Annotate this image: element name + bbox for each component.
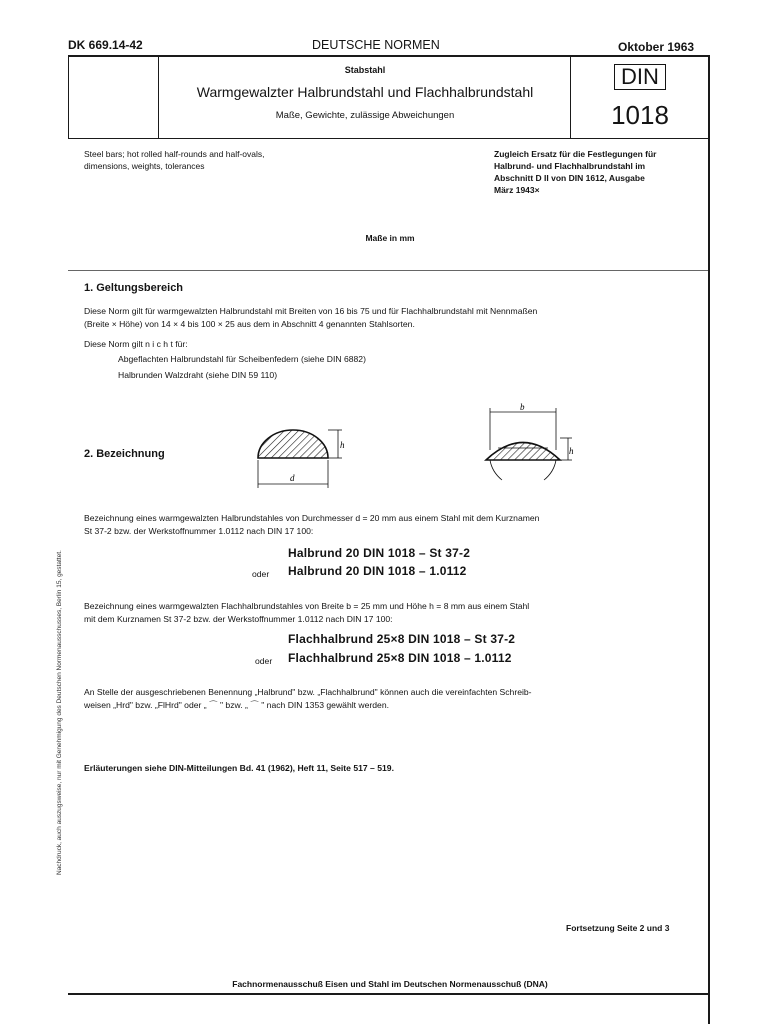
designation-para3 [84, 686, 704, 712]
section1-text [84, 305, 704, 331]
title-block-rule [68, 138, 708, 139]
category: Stabstahl [344, 65, 386, 75]
designation-para1-line: St 37-2 bzw. der Werkstoffnummer 1.0112 nach DIN 17 100: [84, 526, 314, 536]
footer-committee: Fachnormenausschuß Eisen und Stahl im Deutschen Normenausschuß (DNA) [232, 979, 548, 989]
designation-para1-line: Bezeichnung eines warmgewalzten Halbrundstahles von Durchmesser d = 20 mm aus einem Stahl mit dem Kurznamen [84, 513, 540, 523]
title-divider-right [570, 55, 571, 139]
designation-example-2b: Flachhalbrund 25×8 DIN 1018 – 1.0112 [288, 651, 512, 665]
designation-para2-line: mit dem Kurznamen St 37-2 bzw. der Werkstoffnummer 1.0112 nach DIN 17 100: [84, 614, 393, 624]
explanations-note: Erläuterungen siehe DIN-Mitteilungen Bd. 41 (1962), Heft 11, Seite 517 – 519. [84, 763, 394, 773]
english-title-line: dimensions, weights, tolerances [84, 161, 205, 171]
designation-para3-line: An Stelle der ausgeschriebenen Benennung „Halbrund" bzw. „Flachhalbrund" können auch die vereinfachten Schreib- [84, 687, 532, 697]
designation-example-1b: Halbrund 20 DIN 1018 – 1.0112 [288, 564, 467, 578]
section-rule [68, 270, 708, 271]
section2-title: 2. Bezeichnung [84, 448, 165, 460]
radius-line [544, 460, 556, 480]
din-label: DIN [614, 64, 666, 90]
issue-date: Oktober 1963 [618, 40, 695, 54]
publisher: DEUTSCHE NORMEN [312, 38, 440, 52]
designation-para1 [84, 512, 704, 538]
section1-not-for: Diese Norm gilt n i c h t für: [84, 339, 188, 349]
designation-para2 [84, 600, 704, 626]
replacement-note-line: März 1943× [494, 185, 540, 195]
label-h: h [340, 440, 345, 450]
dk-number: DK 669.14-42 [68, 38, 143, 52]
din-number: 1018 [611, 100, 669, 130]
flat-half-round-section [486, 443, 560, 461]
document-subtitle: Maße, Gewichte, zulässige Abweichungen [275, 110, 455, 121]
half-round-section [258, 430, 328, 458]
flat-half-round-figure [468, 400, 578, 500]
replacement-note [494, 148, 704, 196]
title-divider-left [158, 55, 159, 139]
continuation-note: Fortsetzung Seite 2 und 3 [566, 923, 670, 933]
label-h: h [569, 446, 574, 456]
document-title: Warmgewalzter Halbrundstahl und Flachhalbrundstahl [196, 84, 534, 100]
label-b: b [520, 402, 525, 412]
english-title-line: Steel bars; hot rolled half-rounds and half-ovals, [84, 149, 265, 159]
designation-example-2a: Flachhalbrund 25×8 DIN 1018 – St 37-2 [288, 632, 516, 646]
oder-label: oder [255, 656, 273, 666]
frame-left-top [68, 55, 69, 139]
section1-title: 1. Geltungsbereich [84, 282, 184, 294]
label-d: d [290, 473, 295, 483]
designation-para3-line: weisen „Hrd" bzw. „FlHrd" oder „ ⌒ " bzw. „ ⌒ " nach DIN 1353 gewählt werden. [84, 700, 389, 710]
header-rule [68, 55, 708, 57]
section1-item: Abgeflachten Halbrundstahl für Scheibenfedern (siehe DIN 6882) [118, 354, 366, 364]
reprint-side-note: Nachdruck, auch auszugsweise, nur mit Genehmigung des Deutschen Normenausschusses, Berlin 15, gestattet. [56, 550, 63, 875]
oder-label: oder [252, 569, 270, 579]
section1-text-line: (Breite × Höhe) von 14 × 4 bis 100 × 25 aus dem in Abschnitt 4 genannten Stahlsorten. [84, 319, 415, 329]
footer-rule [68, 993, 708, 995]
radius-line [490, 460, 502, 480]
half-round-figure [240, 418, 350, 493]
replacement-note-line: Zugleich Ersatz für die Festlegungen für [494, 149, 657, 159]
section1-item: Halbrunden Walzdraht (siehe DIN 59 110) [118, 370, 278, 380]
frame-right [708, 55, 710, 1024]
replacement-note-line: Abschnitt D II von DIN 1612, Ausgabe [494, 173, 645, 183]
designation-example-1a: Halbrund 20 DIN 1018 – St 37-2 [288, 546, 471, 560]
designation-para2-line: Bezeichnung eines warmgewalzten Flachhalbrundstahles von Breite b = 25 mm und Höhe h = 8 mm aus einem Stahl [84, 601, 530, 611]
english-title [84, 148, 384, 172]
replacement-note-line: Halbrund- und Flachhalbrundstahl im [494, 161, 646, 171]
units-note: Maße in mm [365, 233, 415, 243]
din-badge [572, 64, 708, 90]
section1-text-line: Diese Norm gilt für warmgewalzten Halbrundstahl mit Breiten von 16 bis 75 und für Flachhalbrundstahl mit Nennmaßen [84, 306, 538, 316]
